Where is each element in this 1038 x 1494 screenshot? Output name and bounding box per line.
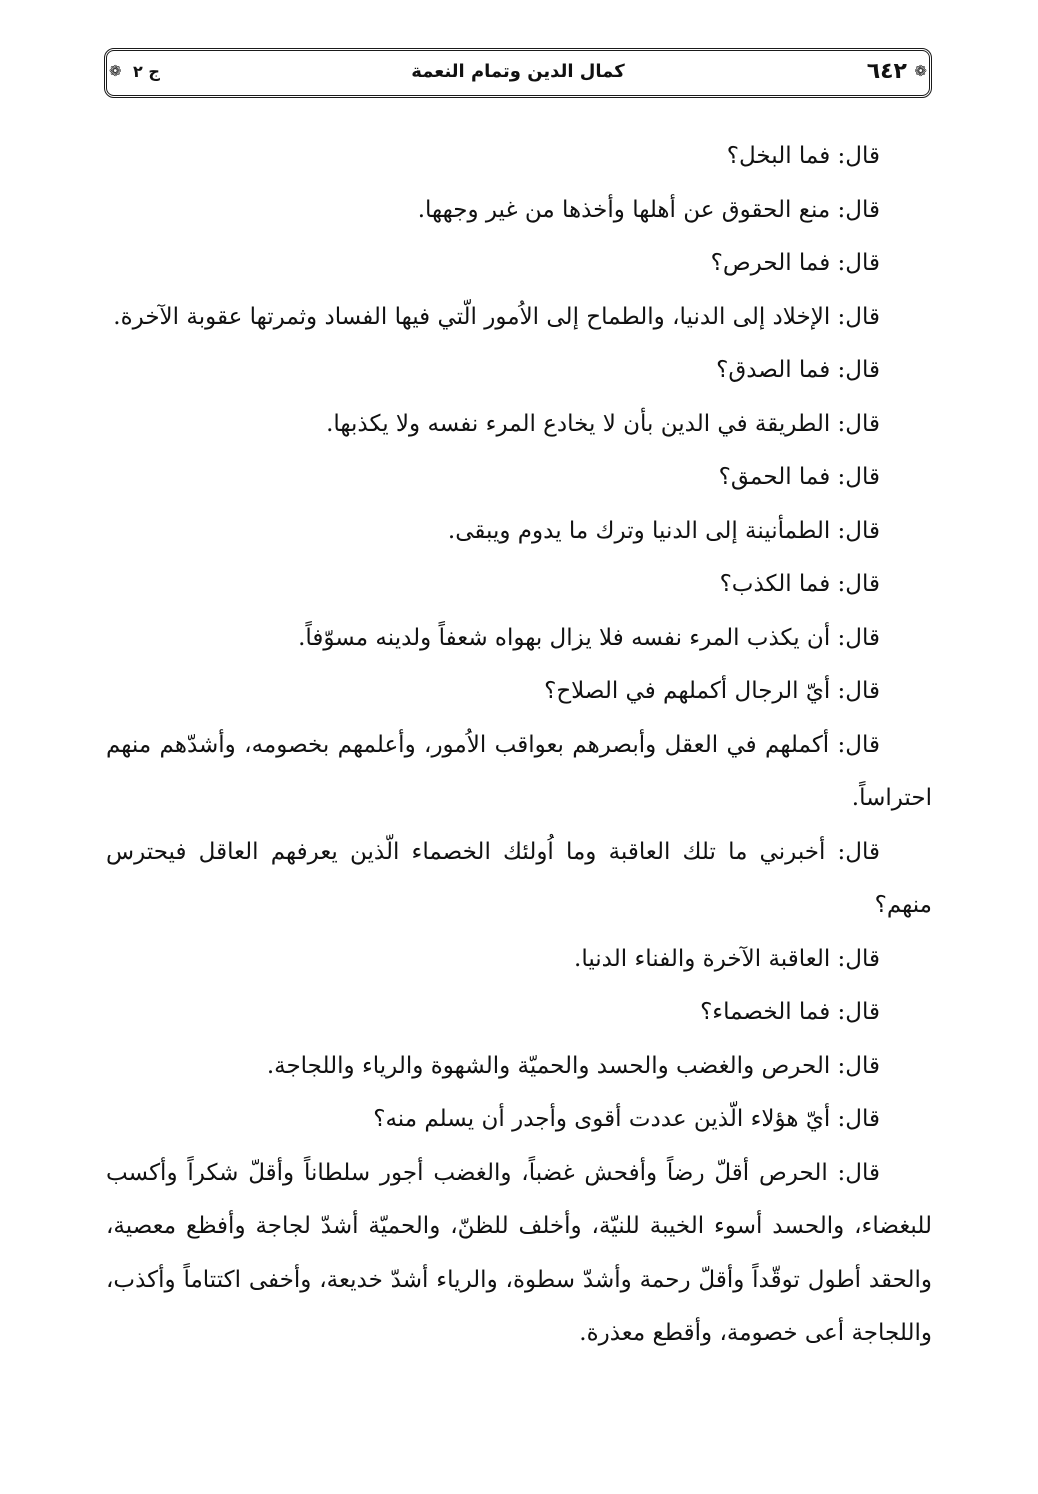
paragraph: قال: فما الحمق؟	[718, 464, 880, 490]
paragraph: قال: العاقبة الآخرة والفناء الدنيا.	[574, 945, 880, 972]
paragraph: قال: الطمأنينة إلى الدنيا وترك ما يدوم ويبقى.	[447, 517, 880, 544]
paragraph: قال: الإخلاد إلى الدنيا، والطماح إلى الاُمور الّتي فيها الفساد وثمرتها عقوبة الآخرة.	[113, 303, 880, 330]
paragraph: قال: فما الخصماء؟	[700, 999, 880, 1025]
paragraph: قال: فما الصدق؟	[716, 357, 880, 383]
paragraph: قال: منع الحقوق عن أهلها وأخذها من غير وجهها.	[417, 196, 880, 223]
paragraph: قال: فما الحرص؟	[710, 250, 880, 276]
paragraph: قال: أيّ هؤلاء الّذين عددت أقوى وأجدر أن يسلم منه؟	[373, 1106, 880, 1132]
paragraph: قال: أكملهم في العقل وأبصرهم بعواقب الاُمور، وأعلمهم بخصومه، وأشدّهم منهم احتراساً.	[106, 731, 932, 811]
paragraph: قال: أيّ الرجال أكملهم في الصلاح؟	[544, 678, 880, 704]
paragraph: قال: الطريقة في الدين بأن لا يخادع المرء نفسه ولا يكذبها.	[326, 410, 880, 437]
volume-label: ج ٢	[133, 62, 160, 81]
page-body	[106, 130, 932, 1361]
paragraph: قال: الحرص أقلّ رضاً وأفحش غضباً، والغضب أجور سلطاناً وأقلّ شكراً وأكسب للبغضاء، والحسد أسوء الخيبة للنيّة، وأخلف للظنّ، والحميّة أشدّ لجاجة وأفظع معصية، والحقد أطول توقّداً وأقلّ رحمة وأشدّ سطوة، والرياء أشدّ خديعة، وأخفى اكتتاماً وأكذب، واللجاجة أعى خصومة، وأقطع معذرة.	[106, 1159, 932, 1346]
ornament-icon: ❁	[109, 62, 122, 80]
paragraph: قال: الحرص والغضب والحسد والحميّة والشهوة والرياء واللجاجة.	[266, 1052, 880, 1079]
header-divider	[115, 97, 921, 98]
page-number: ٦٤٢	[866, 59, 907, 84]
paragraph: قال: أن يكذب المرء نفسه فلا يزال بهواه شعفاً ولدينه مسوّفاً.	[298, 624, 880, 651]
paragraph: قال: أخبرني ما تلك العاقبة وما اُولئك الخصماء الّذين يعرفهم العاقل فيحترس منهم؟	[106, 838, 932, 918]
ornament-icon: ❁	[914, 62, 927, 80]
paragraph: قال: فما الكذب؟	[719, 571, 880, 597]
paragraph: قال: فما البخل؟	[726, 143, 880, 169]
page-header	[104, 48, 932, 98]
running-title: كمال الدين وتمام النعمة	[411, 61, 625, 82]
